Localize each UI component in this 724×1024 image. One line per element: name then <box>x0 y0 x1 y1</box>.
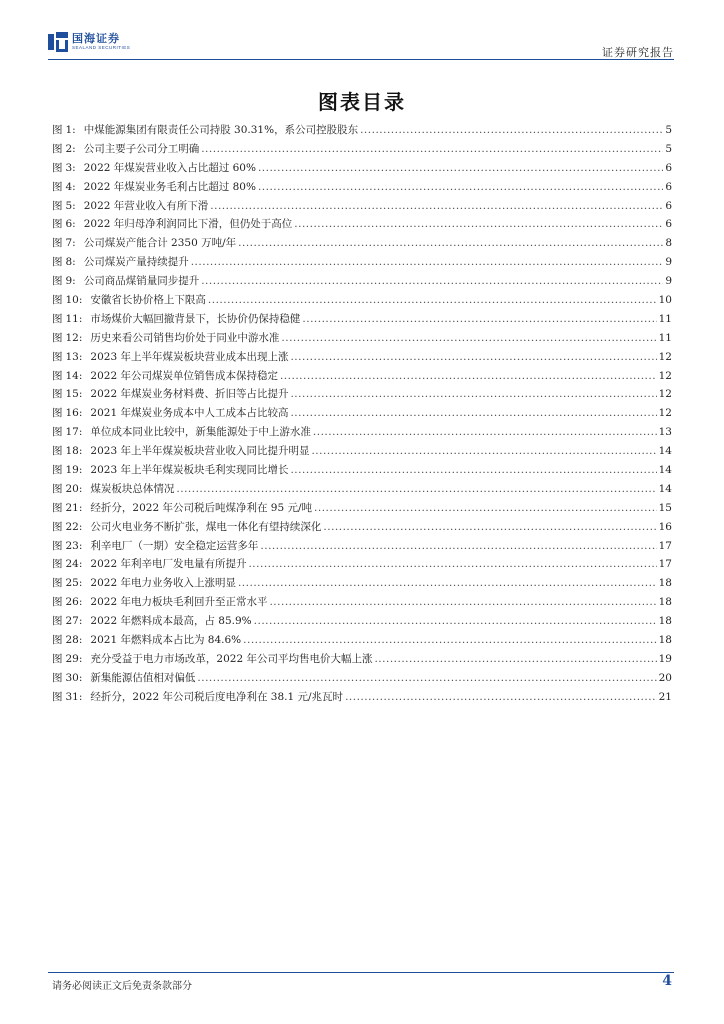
toc-entry-page: 12 <box>658 388 672 401</box>
toc-entry-label: 图 <box>52 331 63 344</box>
toc-entry-title: 历史来看公司销售均价处于同业中游水准 <box>90 331 280 344</box>
toc-entry-page: 12 <box>658 407 672 420</box>
toc-entry-title: 2023 年上半年煤炭板块毛利实现同比增长 <box>90 464 289 477</box>
toc-entry-number: 25: <box>65 577 83 590</box>
toc-entry-label: 图 <box>52 199 63 212</box>
toc-entry-title: 2022 年归母净利润同比下滑，但仍处于高位 <box>83 218 293 231</box>
toc-entry-number: 1: <box>65 124 76 136</box>
toc-entry-page: 21 <box>658 690 672 703</box>
toc-leader-dots <box>313 423 657 442</box>
toc-entry[interactable] <box>52 669 672 688</box>
toc-entry-label: 图 <box>52 671 63 684</box>
toc-entry-label: 图 <box>52 124 63 136</box>
toc-leader-dots <box>248 555 656 574</box>
toc-entry-number: 18: <box>65 445 83 458</box>
toc-entry[interactable] <box>52 537 672 556</box>
footer-divider <box>48 972 674 973</box>
toc-entry-title: 安徽省长协价格上下限高 <box>90 294 206 307</box>
toc-entry[interactable] <box>52 461 672 480</box>
toc-entry-title: 充分受益于电力市场改革，2022 年公司平均售电价大幅上涨 <box>90 652 373 665</box>
toc-entry[interactable] <box>52 140 672 159</box>
toc-entry-title: 2021 年燃料成本占比为 84.6% <box>90 634 242 647</box>
toc-entry-number: 24: <box>65 558 83 571</box>
toc-entry[interactable] <box>52 688 672 707</box>
toc-entry-label: 图 <box>52 634 63 647</box>
toc-entry-page: 6 <box>665 161 672 174</box>
toc-entry-page: 12 <box>658 369 672 382</box>
toc-entry-page: 18 <box>658 634 672 647</box>
toc-leader-dots <box>290 461 656 480</box>
toc-entry[interactable] <box>52 253 672 272</box>
toc-entry-number: 2: <box>65 142 76 155</box>
toc-entry[interactable] <box>52 574 672 593</box>
report-type: 证券研究报告 <box>602 46 674 59</box>
toc-entry-title: 2021 年煤炭业务成本中人工成本占比较高 <box>90 407 289 420</box>
header-divider <box>48 59 674 60</box>
toc-entry-label: 图 <box>52 407 63 420</box>
toc-leader-dots <box>210 197 663 216</box>
toc-entry[interactable] <box>52 215 672 234</box>
toc-entry-page: 9 <box>665 275 672 288</box>
toc-entry-page: 8 <box>665 237 672 250</box>
toc-entry-page: 20 <box>658 671 672 684</box>
toc-entry[interactable] <box>52 555 672 574</box>
toc-entry-label: 图 <box>52 445 63 458</box>
toc-leader-dots <box>258 178 663 197</box>
toc-entry-page: 18 <box>658 615 672 628</box>
toc-entry-page: 5 <box>665 124 672 136</box>
toc-entry-label: 图 <box>52 294 63 307</box>
toc-leader-dots <box>260 537 656 556</box>
toc-entry-label: 图 <box>52 180 63 193</box>
toc-entry-label: 图 <box>52 161 63 174</box>
toc-entry-number: 21: <box>65 501 83 514</box>
toc-entry-number: 6: <box>65 218 76 231</box>
toc-entry-label: 图 <box>52 388 63 401</box>
toc-entry-label: 图 <box>52 615 63 628</box>
logo-en: SEALAND SECURITIES <box>72 45 131 50</box>
toc-leader-dots <box>290 385 656 404</box>
toc-entry-page: 16 <box>658 520 672 533</box>
toc-leader-dots <box>243 631 656 650</box>
company-logo <box>48 32 130 52</box>
toc-leader-dots <box>294 215 663 234</box>
toc-entry-label: 图 <box>52 312 63 325</box>
toc-leader-dots <box>254 612 657 631</box>
toc-leader-dots <box>201 272 663 291</box>
toc-entry-page: 9 <box>665 256 672 269</box>
page-number: 4 <box>662 973 672 989</box>
toc-entry-number: 11: <box>65 312 83 325</box>
toc-entry-title: 2022 年电力业务收入上涨明显 <box>90 577 236 590</box>
toc-entry-title: 2022 年公司煤炭单位销售成本保持稳定 <box>90 369 278 382</box>
toc-entry-page: 11 <box>658 331 672 344</box>
toc-entry-number: 19: <box>65 464 83 477</box>
toc-entry[interactable] <box>52 234 672 253</box>
toc-leader-dots <box>290 404 656 423</box>
toc-entry[interactable] <box>52 385 672 404</box>
toc-leader-dots <box>374 650 656 669</box>
logo-cn: 国海证券 <box>72 32 120 45</box>
toc-entry-label: 图 <box>52 501 63 514</box>
toc-entry[interactable] <box>52 593 672 612</box>
toc-leader-dots <box>311 442 656 461</box>
disclaimer: 请务必阅读正文后免责条款部分 <box>52 981 192 992</box>
toc-entry-label: 图 <box>52 237 63 250</box>
toc-entry-title: 单位成本同业比较中，新集能源处于中上游水准 <box>90 426 311 439</box>
toc-leader-dots <box>302 310 656 329</box>
toc-entry[interactable] <box>52 499 672 518</box>
toc-entry-label: 图 <box>52 350 63 363</box>
toc-entry-label: 图 <box>52 577 63 590</box>
toc-entry[interactable] <box>52 310 672 329</box>
toc-entry[interactable] <box>52 423 672 442</box>
toc-entry-label: 图 <box>52 256 63 269</box>
toc-entry-title: 2022 年营业收入有所下滑 <box>83 199 209 212</box>
toc-entry-page: 13 <box>658 426 672 439</box>
toc-entry-label: 图 <box>52 218 63 231</box>
toc-entry-page: 17 <box>658 539 672 552</box>
logo-mark-icon <box>48 32 68 52</box>
toc-entry-title: 2022 年煤炭业务材料费、折旧等占比提升 <box>90 388 289 401</box>
toc-entry-number: 22: <box>65 520 83 533</box>
toc-entry-number: 15: <box>65 388 83 401</box>
toc-entry-title: 煤炭板块总体情况 <box>90 482 175 495</box>
toc-leader-dots <box>238 234 663 253</box>
toc-leader-dots <box>314 499 657 518</box>
toc-entry-page: 6 <box>665 199 672 212</box>
toc-entry-label: 图 <box>52 275 63 288</box>
toc-entry[interactable] <box>52 329 672 348</box>
toc-entry-title: 2022 年煤炭业务毛利占比超过 80% <box>83 180 256 193</box>
toc-entry[interactable] <box>52 442 672 461</box>
toc-entry-number: 16: <box>65 407 83 420</box>
toc-leader-dots <box>280 367 657 386</box>
toc-entry-title: 中煤能源集团有限责任公司持股 30.31%，系公司控股股东 <box>83 124 359 136</box>
figure-toc-list <box>52 121 672 707</box>
toc-entry-number: 17: <box>65 426 83 439</box>
toc-entry-label: 图 <box>52 426 63 439</box>
toc-entry-page: 5 <box>665 142 672 155</box>
toc-leader-dots <box>238 574 657 593</box>
toc-entry[interactable] <box>52 348 672 367</box>
toc-entry-label: 图 <box>52 142 63 155</box>
toc-entry[interactable] <box>52 121 672 140</box>
toc-entry-page: 15 <box>658 501 672 514</box>
toc-leader-dots <box>201 140 663 159</box>
toc-entry-number: 12: <box>65 331 83 344</box>
toc-entry-page: 18 <box>658 596 672 609</box>
toc-entry[interactable] <box>52 367 672 386</box>
toc-entry-title: 2022 年利辛电厂发电量有所提升 <box>90 558 247 571</box>
toc-entry-label: 图 <box>52 596 63 609</box>
toc-entry-title: 2023 年上半年煤炭板块营业成本出现上涨 <box>90 350 289 363</box>
toc-leader-dots <box>290 348 656 367</box>
toc-entry-number: 30: <box>65 671 83 684</box>
toc-entry-number: 27: <box>65 615 83 628</box>
toc-leader-dots <box>323 518 656 537</box>
toc-leader-dots <box>208 291 657 310</box>
toc-entry[interactable] <box>52 178 672 197</box>
toc-entry-title: 公司主要子公司分工明确 <box>83 142 200 155</box>
toc-leader-dots <box>258 159 663 178</box>
toc-entry-title: 新集能源估值相对偏低 <box>90 671 196 684</box>
toc-entry[interactable] <box>52 612 672 631</box>
toc-entry-page: 11 <box>658 312 672 325</box>
toc-entry-label: 图 <box>52 520 63 533</box>
toc-leader-dots <box>176 480 656 499</box>
toc-entry-label: 图 <box>52 558 63 571</box>
toc-entry-label: 图 <box>52 464 63 477</box>
toc-entry-title: 经折分，2022 年公司税后度电净利在 38.1 元/兆瓦时 <box>90 690 344 703</box>
toc-entry-title: 公司煤炭产能合计 2350 万吨/年 <box>83 237 237 250</box>
toc-entry-number: 5: <box>65 199 76 212</box>
toc-entry-title: 2022 年电力板块毛利回升至正常水平 <box>90 596 268 609</box>
toc-entry-page: 18 <box>658 577 672 590</box>
toc-entry-number: 7: <box>65 237 76 250</box>
toc-entry-number: 8: <box>65 256 76 269</box>
toc-entry-number: 4: <box>65 180 76 193</box>
toc-entry-number: 14: <box>65 369 83 382</box>
toc-entry-label: 图 <box>52 369 63 382</box>
toc-entry[interactable] <box>52 159 672 178</box>
toc-entry[interactable] <box>52 197 672 216</box>
toc-entry-number: 31: <box>65 690 83 703</box>
toc-entry-number: 10: <box>65 294 83 307</box>
toc-entry-label: 图 <box>52 482 63 495</box>
toc-leader-dots <box>360 121 663 140</box>
toc-entry[interactable] <box>52 631 672 650</box>
toc-entry-title: 2022 年燃料成本最高，占 85.9% <box>90 615 252 628</box>
toc-leader-dots <box>191 253 664 272</box>
toc-entry-page: 12 <box>658 350 672 363</box>
toc-entry-label: 图 <box>52 539 63 552</box>
toc-entry-title: 公司煤炭产量持续提升 <box>83 256 189 269</box>
toc-entry-title: 2023 年上半年煤炭板块营业收入同比提升明显 <box>90 445 310 458</box>
toc-leader-dots <box>197 669 656 688</box>
toc-entry-page: 14 <box>658 445 672 458</box>
toc-entry-page: 6 <box>665 218 672 231</box>
toc-entry-number: 26: <box>65 596 83 609</box>
toc-entry[interactable] <box>52 480 672 499</box>
toc-entry-title: 利辛电厂（一期）安全稳定运营多年 <box>90 539 259 552</box>
toc-entry[interactable] <box>52 404 672 423</box>
toc-entry-page: 19 <box>658 652 672 665</box>
toc-entry-number: 28: <box>65 634 83 647</box>
toc-entry-number: 13: <box>65 350 83 363</box>
logo-text <box>72 33 130 51</box>
toc-entry-number: 29: <box>65 652 83 665</box>
toc-entry-label: 图 <box>52 652 63 665</box>
toc-entry-title: 市场煤价大幅回撤背景下，长协价仍保持稳健 <box>90 312 301 325</box>
toc-entry[interactable] <box>52 291 672 310</box>
toc-leader-dots <box>269 593 656 612</box>
toc-entry-page: 6 <box>665 180 672 193</box>
toc-entry-number: 23: <box>65 539 83 552</box>
page-title: 图表目录 <box>318 90 406 114</box>
toc-leader-dots <box>281 329 656 348</box>
toc-entry-page: 17 <box>658 558 672 571</box>
toc-entry-page: 14 <box>658 464 672 477</box>
toc-entry-title: 公司火电业务不断扩张，煤电一体化有望持续深化 <box>90 520 322 533</box>
toc-entry[interactable] <box>52 650 672 669</box>
toc-entry-title: 2022 年煤炭营业收入占比超过 60% <box>83 161 256 174</box>
toc-entry-label: 图 <box>52 690 63 703</box>
toc-entry-title: 经折分，2022 年公司税后吨煤净利在 95 元/吨 <box>90 501 313 514</box>
toc-entry-number: 9: <box>65 275 76 288</box>
page-header <box>48 28 674 60</box>
toc-leader-dots <box>345 688 657 707</box>
toc-entry-page: 10 <box>658 294 672 307</box>
toc-entry[interactable] <box>52 272 672 291</box>
toc-entry-number: 3: <box>65 161 76 174</box>
toc-entry-page: 14 <box>658 482 672 495</box>
toc-entry-number: 20: <box>65 482 83 495</box>
toc-entry-title: 公司商品煤销量同步提升 <box>83 275 200 288</box>
toc-entry[interactable] <box>52 518 672 537</box>
